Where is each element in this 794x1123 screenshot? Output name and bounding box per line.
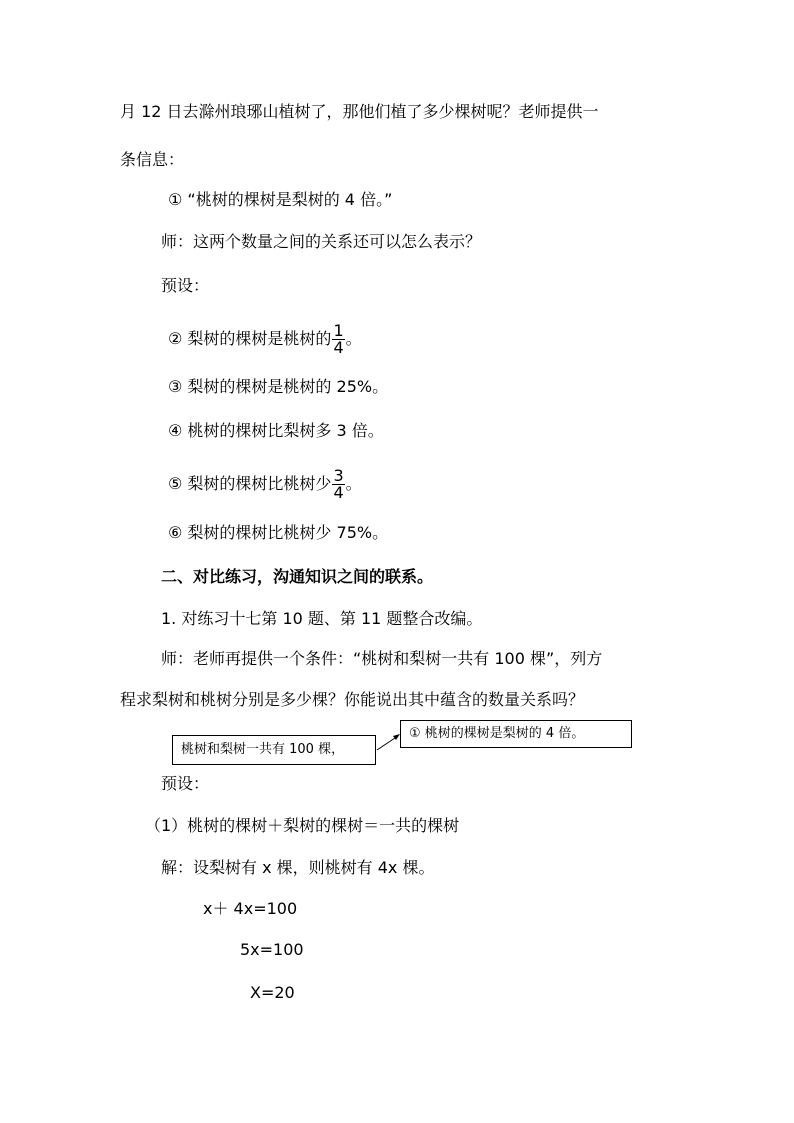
fraction-denominator: 4 [333, 338, 344, 357]
text-line: （1）桃树的棵树＋梨树的棵树＝一共的棵树 [145, 816, 460, 835]
equation-line: 5x=100 [240, 940, 304, 959]
fraction-numerator: 1 [333, 321, 344, 340]
text-line: 预设： [161, 774, 210, 793]
list-item: ③ 梨树的棵树是桃树的 25%。 [168, 377, 389, 396]
text-line: 预设： [161, 276, 210, 295]
text-line: 条信息： [120, 150, 185, 169]
list-item: ① “桃树的棵树是梨树的 4 倍。” [168, 190, 393, 209]
text-line: 师：这两个数量之间的关系还可以怎么表示？ [161, 232, 482, 251]
text-line: 解：设梨树有 x 棵，则桃树有 4x 棵。 [161, 858, 435, 877]
fraction-prefix: ⑤ 梨树的棵树比桃树少 [168, 474, 332, 493]
equation-line: X=20 [250, 983, 295, 1002]
callout-box-total: 桃树和梨树一共有 100 棵， [172, 735, 376, 765]
text-line: 程求梨树和桃树分别是多少棵？你能说出其中蕴含的数量关系吗？ [120, 690, 585, 709]
fraction-prefix: ② 梨树的棵树是桃树的 [168, 329, 332, 348]
text-line: 月 12 日去滁州琅琊山植树了，那他们植了多少棵树呢？老师提供一 [120, 102, 599, 121]
callout-box-ratio: ① 桃树的棵树是梨树的 4 倍。 [400, 720, 632, 748]
fraction-numerator: 3 [333, 466, 344, 485]
equation-line: x＋ 4x=100 [203, 899, 298, 918]
list-item: ④ 桃树的棵树比梨树多 3 倍。 [168, 421, 384, 440]
text-line: 1. 对练习十七第 10 题、第 11 题整合改编。 [161, 609, 483, 628]
text-line: 师：老师再提供一个条件：“桃树和梨树一共有 100 棵”，列方 [161, 649, 603, 668]
fraction-suffix: 。 [345, 329, 362, 348]
fraction-suffix: 。 [345, 474, 362, 493]
section-heading: 二、对比练习，沟通知识之间的联系。 [161, 567, 434, 586]
fraction-denominator: 4 [333, 483, 344, 502]
list-item: ⑥ 梨树的棵树比桃树少 75%。 [168, 523, 389, 542]
